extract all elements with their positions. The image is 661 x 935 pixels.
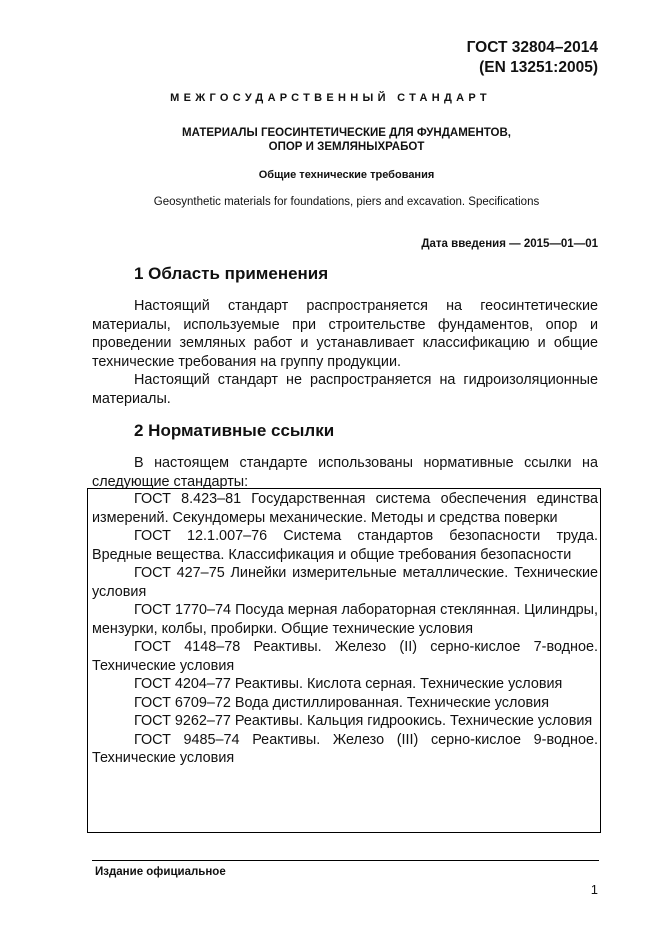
reference-item: ГОСТ 4148–78 Реактивы. Железо (II) серно-кислое 7-водное. Технические условия [92, 639, 598, 674]
reference-item: ГОСТ 12.1.007–76 Система стандартов безопасности труда. Вредные вещества. Классификация и общие требования безопасности [92, 528, 598, 563]
reference-item: ГОСТ 9262–77 Реактивы. Кальция гидроокись. Технические условия [134, 713, 593, 729]
page-number: 1 [590, 882, 598, 897]
section-2-intro [92, 454, 598, 491]
title-line-1: МАТЕРИАЛЫ ГЕОСИНТЕТИЧЕСКИЕ ДЛЯ ФУНДАМЕНТОВ, [182, 127, 511, 139]
reference-item: ГОСТ 1770–74 Посуда мерная лабораторная стеклянная. Цилиндры, мензурки, колбы, пробирки. Общие технические условия [92, 602, 598, 637]
reference-item: ГОСТ 8.423–81 Государственная система обеспечения единства измерений. Секундомеры механические. Методы и средства поверки [92, 491, 598, 526]
document-subtitle: Общие технические требования [258, 169, 435, 181]
official-edition-label: Издание официальное [95, 866, 226, 878]
references-list [92, 490, 598, 768]
reference-item: ГОСТ 4204–77 Реактивы. Кислота серная. Технические условия [134, 676, 563, 692]
introduction-date: Дата введения — 2015—01—01 [421, 238, 598, 250]
section-2-heading: 2 Нормативные ссылки [134, 421, 335, 440]
reference-item: ГОСТ 9485–74 Реактивы. Железо (III) серно-кислое 9-водное. Технические условия [92, 731, 598, 766]
title-line-2: ОПОР И ЗЕМЛЯНЫХРАБОТ [268, 141, 425, 153]
footer-divider [92, 860, 599, 861]
document-title [0, 126, 661, 154]
paragraph: Настоящий стандарт распространяется на геосинтетические материалы, используемые при строительстве фундаментов, опор и проведении земляных работ и устанавливает классификацию и общие технические требования на группу продукции. [92, 298, 598, 370]
english-title: Geosynthetic materials for foundations, piers and excavation. Specifications [153, 196, 540, 208]
section-1-heading: 1 Область применения [134, 264, 329, 283]
paragraph: Настоящий стандарт не распространяется на гидроизоляционные материалы. [92, 372, 598, 407]
document-code [467, 38, 598, 78]
reference-item: ГОСТ 6709–72 Вода дистиллированная. Технические условия [134, 694, 550, 711]
paragraph: В настоящем стандарте использованы нормативные ссылки на следующие стандарты: [92, 455, 598, 490]
standard-number: ГОСТ 32804–2014 [466, 39, 598, 56]
en-equivalent: (EN 13251:2005) [479, 59, 598, 76]
interstate-standard-label: МЕЖГОСУДАРСТВЕННЫЙ СТАНДАРТ [170, 92, 491, 104]
section-1-body [92, 297, 598, 408]
reference-item: ГОСТ 427–75 Линейки измерительные металлические. Технические условия [92, 565, 598, 600]
